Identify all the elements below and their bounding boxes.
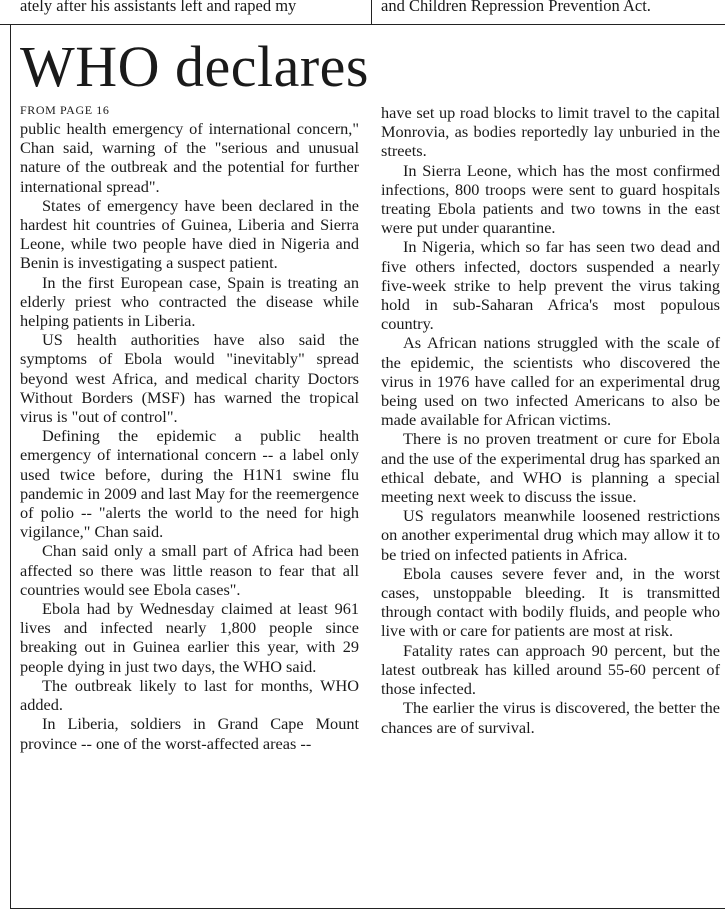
article-paragraph: US health authorities have also said the symptoms of Ebola would "inevitably" spread beyond west Africa, and medical charity Doctors Without Borders (MSF) has warned the tropical virus is "out of control". [20,330,359,427]
article-paragraph: US regulators meanwhile loosened restrictions on another experimental drug which may allow it to be tried on infected patients in Africa. [381,506,720,564]
article-paragraph: In the first European case, Spain is treating an elderly priest who contracted the disease while helping patients in Liberia. [20,272,359,331]
previous-article-strip [0,0,725,25]
article-paragraph: Fatality rates can approach 90 percent, but the latest outbreak has killed around 55-60 percent of those infected. [381,640,720,699]
previous-article-left-fragment: ately after his assistants left and raped my [20,0,297,15]
article-left-column [20,103,359,753]
article-paragraph: There is no proven treatment or cure for Ebola and the use of the experimental drug has sparked an ethical debate, and WHO is planning a special meeting next week to discuss the issue. [381,429,720,507]
article-paragraph: In Sierra Leone, which has the most confirmed infections, 800 troops were sent to guard hospitals treating Ebola patients and two towns in the east were put under quarantine. [381,160,720,238]
page-frame-left-rule [10,24,11,909]
article-paragraph: Ebola had by Wednesday claimed at least 961 lives and infected nearly 1,800 people since breaking out in Guinea earlier this year, with 29 people dying in just two days, the WHO said. [20,599,359,676]
previous-article-right-fragment: and Children Repression Prevention Act. [381,0,651,15]
article-right-column [381,103,720,737]
article-paragraph: public health emergency of international concern," Chan said, warning of the "serious and unusual nature of the outbreak and the potential for further international spread". [20,119,359,196]
article-paragraph: Ebola causes severe fever and, in the worst cases, unstoppable bleeding. It is transmitted through contact with bodily fluids, and people who live with or care for patients are most at risk. [381,563,720,641]
continuation-label: FROM PAGE 16 [20,103,110,117]
article-paragraph: In Liberia, soldiers in Grand Cape Mount province -- one of the worst-affected areas -- [20,714,359,753]
article-paragraph: Chan said only a small part of Africa had been affected so there was little reason to fear that all countries would see Ebola cases". [20,541,359,599]
article-paragraph: Defining the epidemic a public health emergency of international concern -- a label only used twice before, during the H1N1 swine flu pandemic in 2009 and last May for the reemergence of polio -- "alerts the world to the need for high vigilance," Chan said. [20,426,359,542]
article-headline: WHO declares [20,34,369,99]
article-paragraph: The outbreak likely to last for months, WHO added. [20,675,359,715]
page-frame-bottom-rule [10,908,725,909]
article-paragraph: States of emergency have been declared in the hardest hit countries of Guinea, Liberia and Sierra Leone, while two people have died in Nigeria and Benin is investigating a suspect patient. [20,195,359,273]
article-paragraph: As African nations struggled with the scale of the epidemic, the scientists who discovered the virus in 1976 have called for an experimental drug being used on two infected Americans to also be made available for African victims. [381,333,720,430]
article-paragraph: In Nigeria, which so far has seen two dead and five others infected, doctors suspended a nearly five-week strike to help prevent the virus taking hold in sub-Saharan Africa's most populous country. [381,237,720,334]
article-paragraph: The earlier the virus is discovered, the better the chances are of survival. [381,698,720,737]
column-divider [371,0,372,24]
article-paragraph: have set up road blocks to limit travel to the capital Monrovia, as bodies reportedly lay unburied in the streets. [381,103,720,161]
